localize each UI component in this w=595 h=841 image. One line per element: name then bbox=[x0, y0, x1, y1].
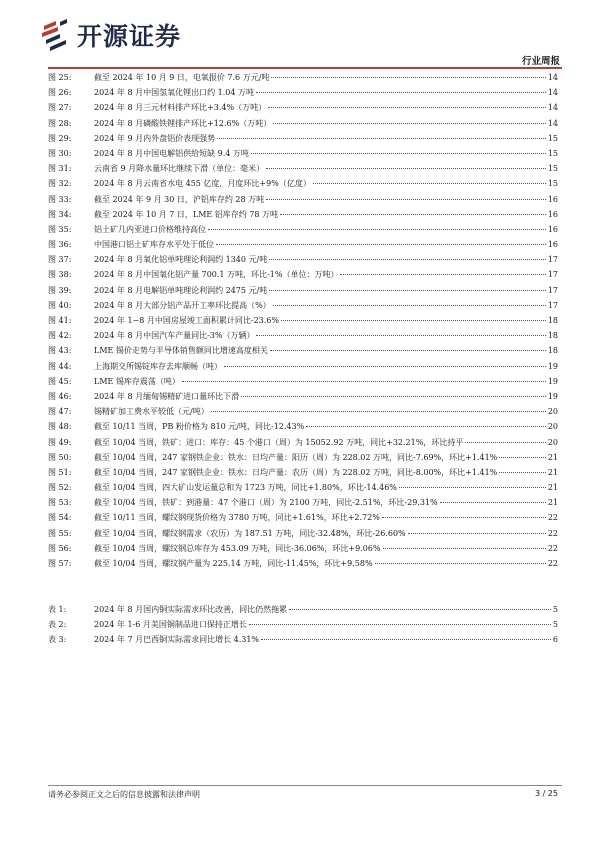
toc-leader-dots bbox=[224, 366, 546, 367]
toc-entry-number: 表 3: bbox=[48, 635, 67, 645]
toc-entry-page: 17 bbox=[547, 270, 558, 280]
report-type-label: 行业周报 bbox=[521, 56, 560, 67]
toc-entry-number: 图 34: bbox=[48, 209, 72, 219]
toc-entry-page: 16 bbox=[547, 224, 558, 234]
toc-entry[interactable] bbox=[48, 452, 558, 467]
toc-entry-number: 图 52: bbox=[48, 483, 72, 493]
toc-entry-number: 图 29: bbox=[48, 133, 72, 143]
toc-entry-title: LME 锡库存震荡（吨） bbox=[94, 376, 180, 386]
toc-entry[interactable] bbox=[48, 209, 558, 224]
toc-entry[interactable] bbox=[48, 315, 558, 330]
toc-leader-dots bbox=[268, 107, 546, 108]
toc-entry[interactable] bbox=[48, 482, 558, 497]
toc-entry-title: 截至 10/04 当周，247 家钢铁企业：铁水：日均产量：阳历（周）为 228.02 万吨，同比-7.69%，环比+1.41% bbox=[94, 452, 498, 462]
toc-leader-dots bbox=[256, 92, 546, 93]
toc-leader-dots bbox=[271, 77, 545, 78]
toc-leader-dots bbox=[241, 396, 546, 397]
toc-leader-dots bbox=[281, 320, 546, 321]
toc-entry[interactable] bbox=[48, 391, 558, 406]
toc-leader-dots bbox=[273, 305, 546, 306]
toc-entry-page: 21 bbox=[547, 498, 558, 508]
toc-leader-dots bbox=[375, 563, 546, 564]
toc-leader-dots bbox=[251, 153, 546, 154]
toc-leader-dots bbox=[408, 533, 546, 534]
toc-entry-number: 图 42: bbox=[48, 331, 72, 341]
toc-entry-title: 2024 年 8 月中国汽车产量同比-3%（万辆） bbox=[94, 331, 255, 341]
toc-leader-dots bbox=[280, 214, 546, 215]
toc-leader-dots bbox=[465, 442, 545, 443]
toc-entry-number: 图 26: bbox=[48, 88, 72, 98]
toc-entry-title: 2024 年 1−8 月中国房屋竣工面积累计同比-23.6% bbox=[94, 316, 279, 325]
toc-entry-page: 20 bbox=[547, 422, 558, 432]
toc-entry[interactable] bbox=[48, 543, 558, 558]
toc-entry-page: 5 bbox=[552, 605, 558, 614]
toc-entry-page: 15 bbox=[547, 133, 558, 143]
toc-entry-number: 图 44: bbox=[48, 361, 72, 371]
toc-entry-number: 图 38: bbox=[48, 270, 72, 280]
toc-entry[interactable] bbox=[48, 437, 558, 452]
toc-entry-title: 2024 年 8 月磷酸铁锂排产环比+12.6%（万吨） bbox=[94, 118, 272, 128]
toc-entry-title: 2024 年 8 月中国电解铝供给短缺 9.4 万吨 bbox=[94, 148, 249, 158]
toc-entry-number: 表 2: bbox=[48, 620, 67, 630]
toc-entry-title: 2024 年 7 月巴西铜实际需求同比增长 4.31% bbox=[94, 635, 260, 645]
toc-entry-title: 截至 2024 年 10 月 7 日，LME 铝库存约 78 万吨 bbox=[94, 209, 279, 219]
toc-entry[interactable] bbox=[48, 72, 558, 87]
toc-entry-number: 图 35: bbox=[48, 224, 72, 234]
toc-entry-page: 16 bbox=[547, 209, 558, 219]
toc-entry-number: 图 28: bbox=[48, 118, 72, 128]
page-number: 3 / 25 bbox=[534, 789, 558, 798]
logo-text: 开源证券 bbox=[77, 22, 182, 51]
toc-entry[interactable] bbox=[48, 194, 558, 209]
toc-entry-title: 2024 年 8 月云南省水电 455 亿度，月度环比+9%（亿度） bbox=[94, 179, 311, 189]
toc-leader-dots bbox=[261, 639, 551, 640]
toc-entry-number: 图 55: bbox=[48, 528, 72, 538]
toc-entry-page: 17 bbox=[547, 255, 558, 265]
toc-entry-title: 截至 10/04 当周，四大矿山发运量总和为 1723 万吨，同比+1.80%，环比-14.46% bbox=[94, 483, 397, 493]
toc-entry-title: 中国港口铝土矿库存水平处于低位 bbox=[94, 240, 214, 250]
toc-entry[interactable] bbox=[48, 345, 558, 360]
toc-leader-dots bbox=[269, 290, 546, 291]
toc-entry-page: 22 bbox=[547, 543, 558, 553]
toc-entry-page: 19 bbox=[547, 376, 558, 386]
toc-entry-number: 图 40: bbox=[48, 300, 72, 310]
toc-entry[interactable] bbox=[48, 619, 558, 634]
toc-entry-page: 21 bbox=[547, 467, 558, 477]
toc-leader-dots bbox=[256, 335, 545, 336]
toc-entry-title: 2024 年 9 月内外盘铝价表现强势 bbox=[94, 133, 216, 143]
toc-leader-dots bbox=[499, 472, 546, 473]
toc-entry-number: 图 41: bbox=[48, 316, 72, 325]
toc-entry[interactable] bbox=[48, 512, 558, 527]
toc-entry-page: 14 bbox=[547, 73, 558, 82]
toc-entry-title: LME 锡价走势与半导体销售额同比增速高度相关 bbox=[94, 346, 268, 356]
toc-leader-dots bbox=[382, 517, 546, 518]
kaiyuan-logo-icon bbox=[40, 18, 70, 52]
figure-list bbox=[48, 72, 558, 573]
toc-entry-title: 截至 10/11 当周，PB 粉价格为 810 元/吨，同比-12.43% bbox=[94, 422, 305, 432]
toc-entry-page: 16 bbox=[547, 240, 558, 250]
toc-entry-page: 5 bbox=[552, 620, 558, 630]
toc-entry[interactable] bbox=[48, 87, 558, 102]
toc-entry-page: 18 bbox=[547, 316, 558, 325]
toc-entry-page: 18 bbox=[547, 331, 558, 341]
toc-entry[interactable] bbox=[48, 178, 558, 193]
toc-entry-number: 图 47: bbox=[48, 407, 72, 417]
toc-entry[interactable] bbox=[48, 528, 558, 543]
toc-entry[interactable] bbox=[48, 467, 558, 482]
toc-entry-page: 15 bbox=[547, 164, 558, 174]
toc-entry-page: 22 bbox=[547, 559, 558, 568]
toc-entry-page: 17 bbox=[547, 300, 558, 310]
toc-leader-dots bbox=[273, 123, 546, 124]
toc-entry-title: 云南省 9 月降水量环比继续下滑（单位：毫米） bbox=[94, 164, 265, 174]
toc-entry-page: 18 bbox=[547, 346, 558, 356]
toc-entry[interactable] bbox=[48, 376, 558, 391]
toc-entry-number: 图 49: bbox=[48, 437, 72, 447]
toc-leader-dots bbox=[266, 168, 546, 169]
toc-entry-page: 14 bbox=[547, 118, 558, 128]
toc-entry-page: 20 bbox=[547, 407, 558, 417]
toc-entry-number: 图 36: bbox=[48, 240, 72, 250]
toc-entry[interactable] bbox=[48, 421, 558, 436]
toc-entry-number: 图 37: bbox=[48, 255, 72, 265]
toc-entry-number: 图 45: bbox=[48, 376, 72, 386]
toc-entry-page: 6 bbox=[552, 635, 558, 645]
toc-entry[interactable] bbox=[48, 224, 558, 239]
toc-entry-page: 20 bbox=[547, 437, 558, 447]
toc-entry-title: 2024 年 1-6 月美国铜制品进口保持正增长 bbox=[94, 620, 247, 630]
toc-leader-dots bbox=[289, 609, 551, 610]
toc-entry-page: 15 bbox=[547, 148, 558, 158]
toc-entry-title: 截至 10/11 当周，螺纹钢现货价格为 3780 万吨，同比+1.61%，环比+2.72% bbox=[94, 513, 380, 523]
toc-entry[interactable] bbox=[48, 269, 558, 284]
toc-leader-dots bbox=[383, 548, 546, 549]
company-logo bbox=[40, 17, 181, 53]
toc-leader-dots bbox=[249, 624, 551, 625]
toc-entry-title: 锡精矿加工费水平较低（元/吨） bbox=[94, 407, 209, 417]
toc-entry[interactable] bbox=[48, 254, 558, 269]
toc-entry[interactable] bbox=[48, 558, 558, 573]
toc-leader-dots bbox=[313, 183, 546, 184]
toc-entry[interactable] bbox=[48, 604, 558, 619]
footer-divider bbox=[48, 785, 562, 786]
toc-entry-title: 截至 10/04 当周，螺纹钢需求（农历）为 187.51 万吨，同比-32.48%，环比-26.60% bbox=[94, 528, 406, 538]
toc-entry-page: 15 bbox=[547, 179, 558, 189]
toc-entry-title: 2024 年 8 月三元材料排产环比+3.4%（万吨） bbox=[94, 103, 267, 113]
toc-entry-title: 铝土矿几内亚进口价格维持高位 bbox=[94, 224, 206, 234]
footer-disclaimer: 请务必参阅正文之后的信息披露和法律声明 bbox=[48, 790, 200, 799]
toc-entry[interactable] bbox=[48, 118, 558, 133]
toc-entry-title: 截至 10/04 当周，螺纹钢总库存为 453.09 万吨，同比-36.06%，环比+9.06% bbox=[94, 543, 381, 553]
toc-entry-title: 截至 2024 年 10 月 9 日，电氧报价 7.6 万元/吨 bbox=[94, 73, 270, 82]
toc-leader-dots bbox=[269, 259, 546, 260]
header-divider bbox=[48, 67, 562, 69]
toc-leader-dots bbox=[217, 138, 546, 139]
toc-entry-title: 截至 2024 年 9 月 30 日，沪铝库存约 28 万吨 bbox=[94, 194, 265, 204]
toc-leader-dots bbox=[440, 502, 546, 503]
toc-entry[interactable] bbox=[48, 163, 558, 178]
toc-entry[interactable] bbox=[48, 634, 558, 649]
toc-entry-number: 图 56: bbox=[48, 543, 72, 553]
toc-leader-dots bbox=[182, 381, 546, 382]
toc-entry-number: 图 30: bbox=[48, 148, 72, 158]
toc-entry-page: 21 bbox=[547, 483, 558, 493]
toc-entry-title: 2024 年 8 月国内铜实际需求环比改善，同比仍然拖累 bbox=[94, 605, 288, 614]
toc-entry-number: 图 31: bbox=[48, 164, 72, 174]
toc-entry-number: 图 39: bbox=[48, 285, 72, 295]
toc-entry-title: 2024 年 8 月中国氢氧化锂出口约 1.04 万吨 bbox=[94, 88, 254, 98]
toc-entry-page: 14 bbox=[547, 103, 558, 113]
toc-leader-dots bbox=[340, 274, 545, 275]
toc-entry[interactable] bbox=[48, 300, 558, 315]
toc-entry-number: 图 46: bbox=[48, 391, 72, 401]
toc-leader-dots bbox=[306, 426, 546, 427]
toc-entry[interactable] bbox=[48, 497, 558, 512]
toc-leader-dots bbox=[211, 411, 546, 412]
toc-entry-number: 图 43: bbox=[48, 346, 72, 356]
toc-entry-number: 图 27: bbox=[48, 103, 72, 113]
toc-entry[interactable] bbox=[48, 361, 558, 376]
toc-entry-page: 21 bbox=[547, 452, 558, 462]
toc-entry[interactable] bbox=[48, 148, 558, 163]
toc-entry-page: 22 bbox=[547, 528, 558, 538]
toc-entry[interactable] bbox=[48, 239, 558, 254]
toc-entry[interactable] bbox=[48, 285, 558, 300]
toc-entry-title: 2024 年 8 月中国氧化铝产量 700.1 万吨，环比-1%（单位：万吨） bbox=[94, 270, 339, 280]
toc-entry-title: 2024 年 8 月电解铝单吨理论利润约 2475 元/吨 bbox=[94, 285, 268, 295]
toc-entry-page: 22 bbox=[547, 513, 558, 523]
toc-entry[interactable] bbox=[48, 102, 558, 117]
toc-entry-number: 图 33: bbox=[48, 194, 72, 204]
toc-entry-number: 图 48: bbox=[48, 422, 72, 432]
toc-entry-title: 上海期交所锡锭库存去库顺畅（吨） bbox=[94, 361, 222, 371]
toc-entry-title: 截至 10/04 当周，铁矿：到港量：47 个港口（周）为 2100 万吨，同比-2.51%，环比-29.31% bbox=[94, 498, 438, 508]
toc-entry-page: 14 bbox=[547, 88, 558, 98]
toc-entry-number: 图 25: bbox=[48, 73, 72, 82]
toc-leader-dots bbox=[266, 199, 546, 200]
toc-entry-page: 19 bbox=[547, 361, 558, 371]
toc-entry-title: 2024 年 8 月氧化铝单吨理论利润约 1340 元/吨 bbox=[94, 255, 268, 265]
toc-leader-dots bbox=[399, 487, 546, 488]
toc-leader-dots bbox=[499, 457, 546, 458]
toc-entry-number: 图 50: bbox=[48, 452, 72, 462]
toc-leader-dots bbox=[270, 350, 546, 351]
toc-leader-dots bbox=[216, 244, 546, 245]
toc-entry-title: 截至 10/04 当周，247 家钢铁企业：铁水：日均产量：农历（周）为 228.02 万吨，同比-8.00%，环比+1.41% bbox=[94, 467, 498, 477]
toc-entry-page: 16 bbox=[547, 194, 558, 204]
toc-entry-title: 截至 10/04 当周，螺纹钢产量为 225.14 万吨，同比-11.45%，环比+9.58% bbox=[94, 559, 373, 568]
toc-entry[interactable] bbox=[48, 406, 558, 421]
toc-entry-page: 17 bbox=[547, 285, 558, 295]
table-list bbox=[48, 604, 558, 650]
toc-entry-number: 图 32: bbox=[48, 179, 72, 189]
toc-entry-title: 截至 10/04 当周，铁矿：进口：库存：45 个港口（周）为 15052.92 万吨，同比+32.21%，环比持平 bbox=[94, 437, 464, 447]
toc-entry-number: 图 53: bbox=[48, 498, 72, 508]
toc-entry-title: 2024 年 8 月大部分铝产品开工率环比提高（%） bbox=[94, 300, 271, 310]
toc-entry-page: 19 bbox=[547, 391, 558, 401]
toc-entry-title: 2024 年 8 月缅甸锡精矿进口量环比下滑 bbox=[94, 391, 240, 401]
toc-leader-dots bbox=[208, 229, 546, 230]
toc-entry-number: 图 54: bbox=[48, 513, 72, 523]
toc-entry[interactable] bbox=[48, 330, 558, 345]
toc-entry-number: 表 1: bbox=[48, 605, 67, 614]
toc-entry-number: 图 57: bbox=[48, 559, 72, 568]
toc-entry-number: 图 51: bbox=[48, 467, 72, 477]
toc-entry[interactable] bbox=[48, 133, 558, 148]
